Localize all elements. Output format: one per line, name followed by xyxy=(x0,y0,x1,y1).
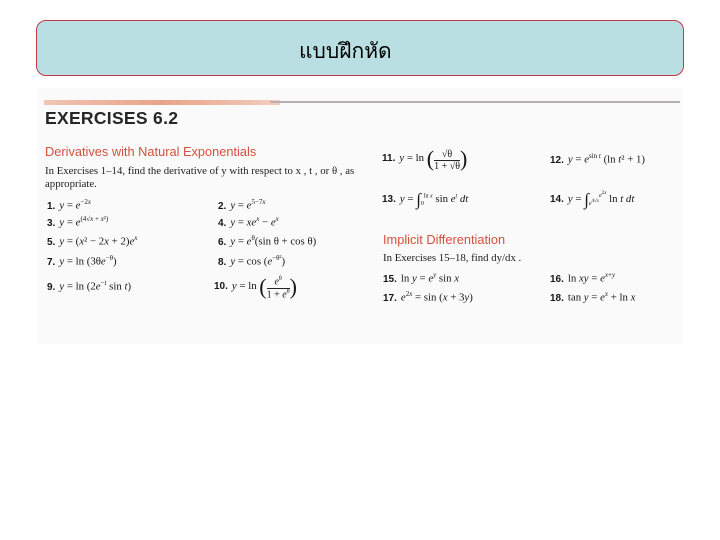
decorative-rule xyxy=(270,101,680,103)
exercise-5: 5. $y = (x^2 - 2x + 2)e^x$ xyxy=(47,234,138,248)
exercises-heading: EXERCISES 6.2 xyxy=(45,108,179,128)
exercise-2: 2. $y = e^{5-7x}$ xyxy=(218,198,266,212)
exercise-4: 4. $y = xe^x - e^x$ xyxy=(218,215,279,229)
exercise-16: 16. ln xy = $e^{x+y}$ xyxy=(550,271,616,285)
slide-title-box xyxy=(36,20,684,76)
section-instructions-derivatives: In Exercises 1–14, find the derivative of y with respect to x , t , or θ , as appropriate. xyxy=(45,165,355,190)
exercise-3: 3. $y = e^{(4√x + x^2)}$ xyxy=(47,215,109,229)
exercise-12: 12. $y = e^{sin t}$ (ln t² + 1) xyxy=(550,152,645,166)
exercise-9: 9. $y = \ln (2e^{-t}$ sin t) xyxy=(47,279,132,293)
section-heading-implicit: Implicit Differentiation xyxy=(383,232,506,247)
exercise-17: 17. $e^{2x} = \sin (x + 3y)$ xyxy=(383,290,473,304)
section-heading-derivatives: Derivatives with Natural Exponentials xyxy=(45,144,257,159)
exercise-18: 18. $\tan y = e^x + \ln x$ xyxy=(550,290,636,304)
exercise-13: 13. $y = \int_0^{ln x}$ $\sin e^t$ dt xyxy=(382,190,469,209)
exercise-1: 1. $y = e^{-2x}$ xyxy=(47,198,91,212)
slide-title: แบบฝึกหัด xyxy=(299,39,392,63)
textbook-scan xyxy=(38,88,682,344)
exercise-6: 6. $y = e^\theta(\sin$ θ + cos θ) xyxy=(218,234,317,248)
slide-blank-area xyxy=(0,344,720,540)
exercise-11: 11. y = ln ( $\frac{√\theta}{1 + √\theta}$ ) xyxy=(382,146,468,172)
exercise-10: 10. y = ln ( $\frac{e^\theta}{1 + e^\theta}$ ) xyxy=(214,274,297,300)
exercise-14: 14. $y = \int_{e^{4√x}}^{e^{2x}}$ ln t dt xyxy=(550,190,635,209)
exercise-7: 7. $y = \ln (3\theta e^{-\theta})$ xyxy=(47,254,117,268)
exercise-8: 8. $y = \cos (e^{-\theta^2})$ xyxy=(218,254,286,268)
decorative-band xyxy=(44,100,280,105)
exercise-15: 15. $\ln y = e^y$ sin x xyxy=(383,271,460,285)
section-instructions-implicit: In Exercises 15–18, find dy/dx . xyxy=(383,252,522,264)
